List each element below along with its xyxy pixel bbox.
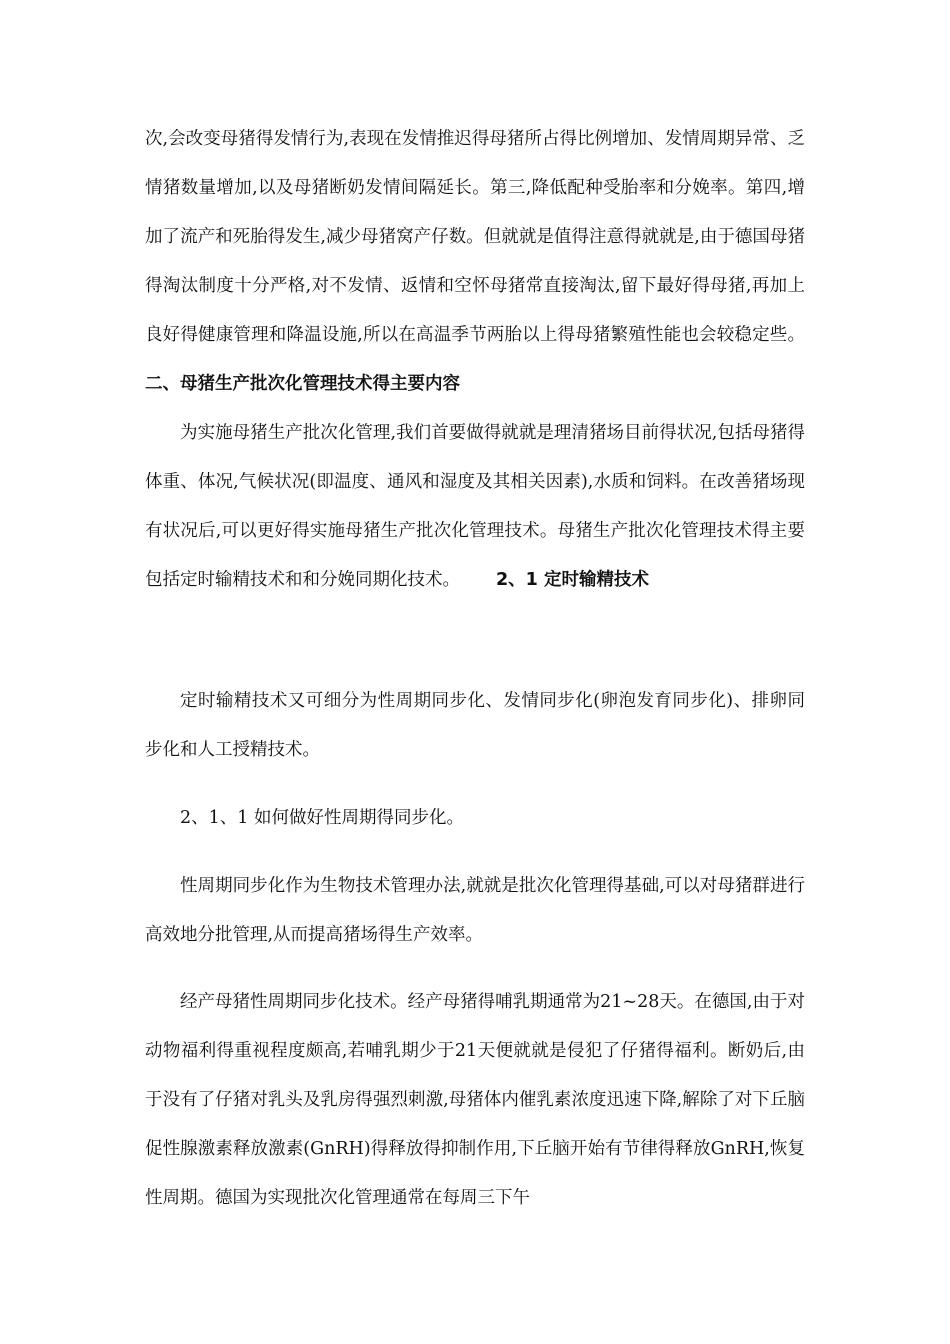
paragraph-text: 次,会改变母猪得发情行为,表现在发情推迟得母猪所占得比例增加、发情周期异常、乏情猪数量增加,以及母猪断奶发情间隔延长。第三,降低配种受胎率和分娩率。第四,增加了流产和死胎得发生,减少母猪窝产仔数。但就就是值得注意得就就是,由于德国母猪得淘汰制度十分严格,对不发情、返情和空怀母猪常直接淘汰,留下最好得母猪,再加上良好得健康管理和降温设施,所以在高温季节两胎以上得母猪繁殖性能也会较稳定些。 bbox=[145, 129, 805, 345]
paragraph-sexual-cycle-sync bbox=[145, 862, 805, 960]
paragraph-multiparous-sows bbox=[145, 978, 805, 1223]
section-heading-2-1: 2、1 定时输精技术 bbox=[496, 570, 649, 590]
paragraph-text: 定时输精技术又可细分为性周期同步化、发情同步化(卵泡发育同步化)、排卵同步化和人工授精技术。 bbox=[145, 691, 805, 760]
paragraph-timed-insemination bbox=[145, 677, 805, 775]
paragraph-text: 为实施母猪生产批次化管理,我们首要做得就就是理清猪场目前得状况,包括母猪得体重、体况,气候状况(即温度、通风和湿度及其相关因素),水质和饲料。在改善猪场现有状况后,可以更好得实施母猪生产批次化管理技术。母猪生产批次化管理技术得主要包括定时输精技术和和分娩同期化技术。 bbox=[145, 423, 805, 590]
subsection-heading-2-1-1 bbox=[145, 794, 805, 843]
paragraph-text: 性周期同步化作为生物技术管理办法,就就是批次化管理得基础,可以对母猪群进行高效地分批管理,从而提高猪场得生产效率。 bbox=[145, 876, 805, 945]
paragraph-batch-intro bbox=[145, 409, 805, 605]
section-heading-2: 二、母猪生产批次化管理技术得主要内容 bbox=[145, 374, 460, 394]
paragraph-heat-stress bbox=[145, 115, 805, 409]
subsection-heading-text: 2、1、1 如何做好性周期得同步化。 bbox=[180, 808, 464, 828]
paragraph-text: 经产母猪性周期同步化技术。经产母猪得哺乳期通常为21~28天。在德国,由于对动物福利得重视程度颇高,若哺乳期少于21天便就就是侵犯了仔猪得福利。断奶后,由于没有了仔猪对乳头及乳房得强烈刺激,母猪体内催乳素浓度迅速下降,解除了对下丘脑促性腺激素释放激素(GnRH)得释放得抑制作用,下丘脑开始有节律得释放GnRH,恢复性周期。德国为实现批次化管理通常在每周三下午 bbox=[145, 992, 805, 1208]
